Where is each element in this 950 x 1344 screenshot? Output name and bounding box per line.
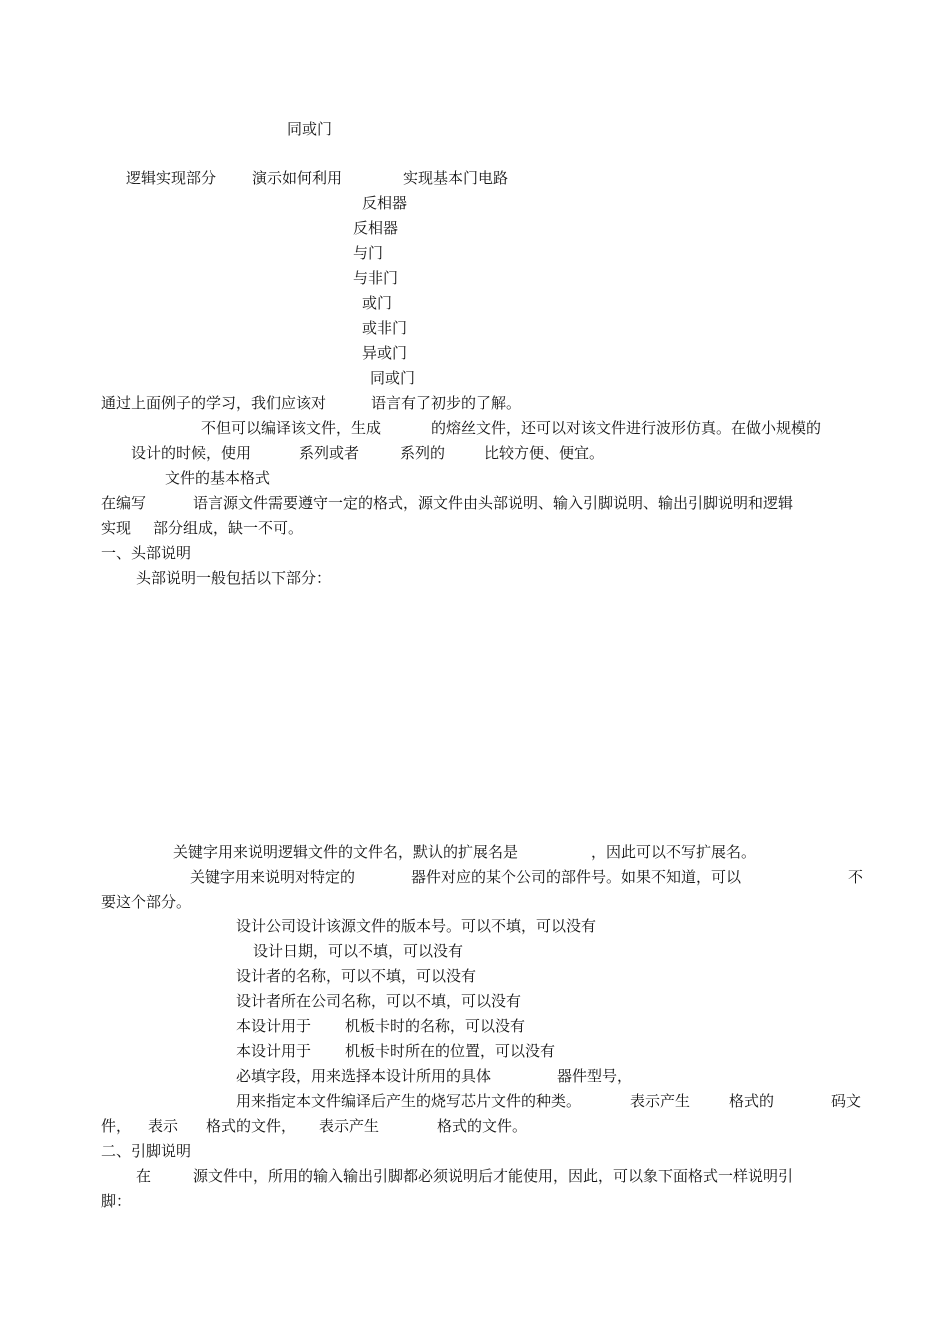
field-assembly-b: 机板卡时的名称，可以没有	[345, 1017, 526, 1035]
kw1-a: 关键字用来说明逻辑文件的文件名，默认的扩展名是	[173, 843, 519, 861]
field-format-b: 表示产生	[630, 1092, 691, 1110]
para2-line2-b: 系列或者	[299, 444, 360, 462]
title-top: 同或门	[287, 120, 333, 138]
field-assembly-a: 本设计用于	[236, 1017, 312, 1035]
pin-c: 脚：	[101, 1192, 132, 1210]
intro-seg2: 演示如何利用	[252, 169, 343, 187]
heading-pin-section: 二、引脚说明	[101, 1142, 192, 1160]
intro-seg1: 逻辑实现部分	[126, 169, 217, 187]
field-location-b: 机板卡时所在的位置，可以没有	[345, 1042, 556, 1060]
kw2-b: 器件对应的某个公司的部件号。如果不知道，可以	[411, 868, 742, 886]
para2-line1-b: 的熔丝文件，还可以对该文件进行波形仿真。在做小规模的	[431, 419, 822, 437]
field-format-h: 表示产生	[319, 1117, 380, 1135]
field-format-c: 格式的	[729, 1092, 775, 1110]
para2-line2-c: 系列的	[400, 444, 446, 462]
heading-header-section: 一、头部说明	[101, 544, 192, 562]
field-revision: 设计公司设计该源文件的版本号。可以不填，可以没有	[236, 917, 597, 935]
field-device-b: 器件型号，	[557, 1067, 633, 1085]
gate-or: 或门	[362, 294, 393, 312]
field-format-d: 码文	[831, 1092, 862, 1110]
para2-line1-a: 不但可以编译该文件，生成	[201, 419, 382, 437]
pin-a: 在	[136, 1167, 152, 1185]
field-designer: 设计者的名称，可以不填，可以没有	[236, 967, 477, 985]
field-format-a: 用来指定本文件编译后产生的烧写芯片文件的种类。	[236, 1092, 582, 1110]
gate-xnor: 同或门	[370, 369, 416, 387]
gate-nor: 或非门	[362, 319, 408, 337]
para2-line2-a: 设计的时候，使用	[131, 444, 252, 462]
section-title: 文件的基本格式	[165, 469, 271, 487]
intro-seg3: 实现基本门电路	[403, 169, 509, 187]
field-device-a: 必填字段，用来选择本设计所用的具体	[236, 1067, 492, 1085]
pin-b: 源文件中，所用的输入输出引脚都必须说明后才能使用，因此，可以象下面格式一样说明引	[193, 1167, 794, 1185]
para3-line1-a: 在编写	[101, 494, 147, 512]
field-date: 设计日期，可以不填，可以没有	[253, 942, 464, 960]
kw2-c: 不	[848, 868, 864, 886]
kw1-b: ，因此可以不写扩展名。	[591, 843, 757, 861]
para3-line1-b: 语言源文件需要遵守一定的格式，源文件由头部说明、输入引脚说明、输出引脚说明和逻辑	[193, 494, 794, 512]
field-format-f: 表示	[148, 1117, 179, 1135]
field-company: 设计者所在公司名称，可以不填，可以没有	[236, 992, 522, 1010]
field-format-e: 件，	[101, 1117, 132, 1135]
field-location-a: 本设计用于	[236, 1042, 312, 1060]
para2-line2-d: 比较方便、便宜。	[484, 444, 605, 462]
gate-inverter-1: 反相器	[362, 194, 408, 212]
kw2-a: 关键字用来说明对特定的	[190, 868, 356, 886]
gate-and: 与门	[353, 244, 384, 262]
gate-nand: 与非门	[353, 269, 399, 287]
para3-line2-a: 实现	[101, 519, 132, 537]
header-section-desc: 头部说明一般包括以下部分：	[136, 569, 332, 587]
field-format-i: 格式的文件。	[437, 1117, 528, 1135]
para3-line2-b: 部分组成，缺一不可。	[153, 519, 304, 537]
paragraph-1: 通过上面例子的学习，我们应该对 语言有了初步的了解。	[101, 394, 522, 412]
gate-xor: 异或门	[362, 344, 408, 362]
field-format-g: 格式的文件，	[206, 1117, 297, 1135]
kw2-d: 要这个部分。	[101, 893, 192, 911]
gate-inverter-2: 反相器	[353, 219, 399, 237]
